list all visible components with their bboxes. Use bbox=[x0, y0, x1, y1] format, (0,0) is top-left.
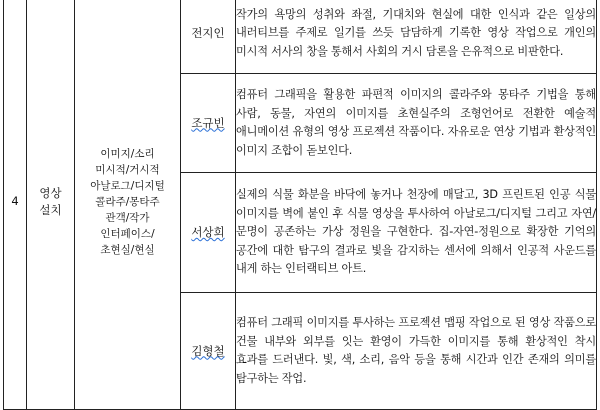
artist-description: 실제의 식물 화분을 바닥에 놓거나 천장에 매달고, 3D 프린트된 인공 식물 이미지를 벽에 붙인 후 식물 영상을 투사하여 아날로그/디지털 그리고 자연/문명이 공존하는 가상 정원을 구현한다. 집-자연-정원으로 확장한 기억의 공간에 대한 탐구의 결과로 빛을 감지하는 센서에 의해서 인공적 사운드를 내게 하는 인터랙티브 아트. bbox=[236, 173, 597, 293]
row-number-cell bbox=[4, 0, 27, 410]
artist-name-cell bbox=[181, 173, 236, 293]
keyword-line: 초현실/현실 bbox=[100, 243, 155, 256]
category-line: 영상 bbox=[39, 185, 62, 200]
artist-name: 전지인 bbox=[191, 26, 225, 40]
artist-description: 컴퓨터 그래픽을 활용한 파편적 이미지의 콜라주와 몽타주 기법을 통해 사람, 동물, 자연의 이미지를 초현실주의 조형언어로 전환한 예술적 애니메이션 유형의 영상 프로젝션 작품이다. 자유로운 연상 기법과 환상적인 이미지 조합이 돋보인다. bbox=[236, 74, 597, 173]
artist-name: 김형철 bbox=[191, 343, 225, 358]
keyword-line: 이미지/소리 bbox=[100, 147, 155, 160]
artist-name-cell bbox=[181, 74, 236, 173]
artist-description: 컴퓨터 그래픽 이미지를 투사하는 프로젝션 맵핑 작업으로 된 영상 작품으로 건물 내부와 외부를 잇는 환영이 가득한 이미지를 통해 환상적인 착시 효과를 드러낸다. 빛, 색, 소리, 음악 등을 통해 시간과 인간 존재의 의미를 탐구하는 작업. bbox=[236, 293, 597, 410]
artist-name-cell bbox=[181, 0, 236, 74]
keyword-line: 미시적/거시적 bbox=[95, 163, 160, 176]
keyword-line: 아날로그/디지털 bbox=[90, 179, 165, 192]
keywords-cell bbox=[75, 0, 181, 410]
artist-name-cell bbox=[181, 293, 236, 410]
artist-name: 서상희 bbox=[191, 225, 225, 239]
artwork-table bbox=[3, 0, 597, 410]
artist-description: 작가의 욕망의 성취와 좌절, 기대치와 현실에 대한 인식과 같은 일상의 내러티브를 주제로 일기를 쓰듯 담담하게 기록한 영상 작업으로 개인의 미시적 서사의 창을 통해서 사회의 거시 담론을 은유적으로 비판한다. bbox=[236, 0, 597, 74]
table-row bbox=[4, 0, 597, 74]
category-line: 설치 bbox=[39, 202, 62, 217]
row-number: 4 bbox=[11, 194, 19, 208]
keyword-line: 콜라주/몽타주 bbox=[95, 195, 160, 208]
keyword-line: 관객/작가 bbox=[105, 211, 150, 224]
artist-name: 조규빈 bbox=[191, 115, 225, 130]
category-cell bbox=[27, 0, 75, 410]
keyword-line: 인터페이스/ bbox=[100, 227, 155, 240]
